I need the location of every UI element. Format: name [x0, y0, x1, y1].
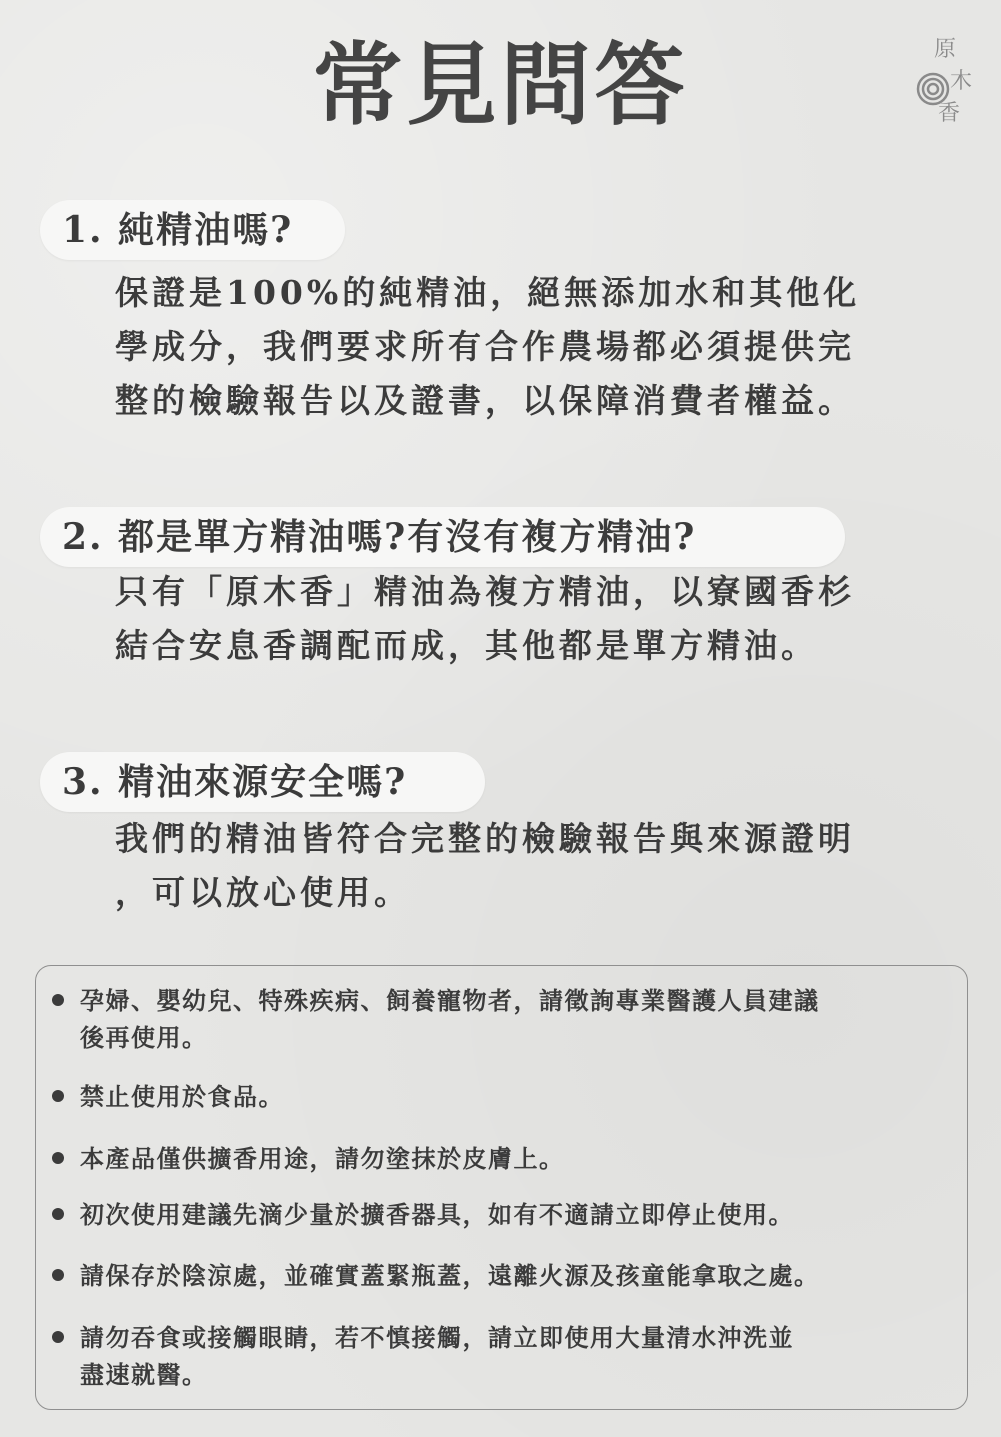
answer-line: 學成分，我們要求所有合作農場都必須提供完 [115, 327, 855, 366]
note-item-5 [80, 1257, 960, 1294]
note-line: 後再使用。 [80, 1023, 208, 1052]
faq-answer-1 [115, 266, 955, 428]
answer-line: ，可以放心使用。 [115, 873, 411, 912]
note-item-6 [80, 1319, 960, 1393]
note-line: 禁止使用於食品。 [80, 1082, 284, 1111]
bullet-icon [52, 1152, 64, 1164]
bullet-icon [52, 1269, 64, 1281]
answer-line: 結合安息香調配而成，其他都是單方精油。 [115, 626, 818, 665]
note-item-3 [80, 1140, 960, 1177]
brand-char-3: 香 [938, 101, 961, 126]
answer-line: 保證是100%的純精油，絕無添加水和其他化 [115, 273, 861, 312]
note-line: 孕婦、嬰幼兒、特殊疾病、飼養寵物者，請徵詢專業醫護人員建議 [80, 986, 820, 1015]
note-item-2 [80, 1078, 960, 1115]
brand-char-1: 原 [934, 37, 957, 62]
faq-question-1: 1. 純精油嗎? [40, 200, 345, 260]
faq-question-2: 2. 都是單方精油嗎?有沒有複方精油? [40, 507, 845, 567]
note-line: 本產品僅供擴香用途，請勿塗抹於皮膚上。 [80, 1144, 565, 1173]
answer-line: 整的檢驗報告以及證書，以保障消費者權益。 [115, 381, 855, 420]
faq-answer-2 [115, 565, 955, 673]
faq-answer-3 [115, 812, 955, 920]
note-line: 請勿吞食或接觸眼睛，若不慎接觸，請立即使用大量清水沖洗並 [80, 1323, 794, 1352]
brand-char-2: 木 [950, 69, 973, 94]
bullet-icon [52, 1090, 64, 1102]
bullet-icon [52, 1331, 64, 1343]
faq-question-3: 3. 精油來源安全嗎? [40, 752, 485, 812]
bullet-icon [52, 1208, 64, 1220]
note-line: 初次使用建議先滴少量於擴香器具，如有不適請立即停止使用。 [80, 1200, 794, 1229]
answer-line: 只有「原木香」精油為複方精油，以寮國香杉 [115, 572, 855, 611]
note-item-4 [80, 1196, 960, 1233]
bullet-icon [52, 994, 64, 1006]
answer-line: 我們的精油皆符合完整的檢驗報告與來源證明 [115, 819, 855, 858]
note-line: 盡速就醫。 [80, 1360, 208, 1389]
note-line: 請保存於陰涼處，並確實蓋緊瓶蓋，遠離火源及孩童能拿取之處。 [80, 1261, 820, 1290]
page-title: 常見問答 [312, 32, 689, 138]
note-item-1 [80, 982, 960, 1056]
brand-logo [912, 32, 973, 126]
